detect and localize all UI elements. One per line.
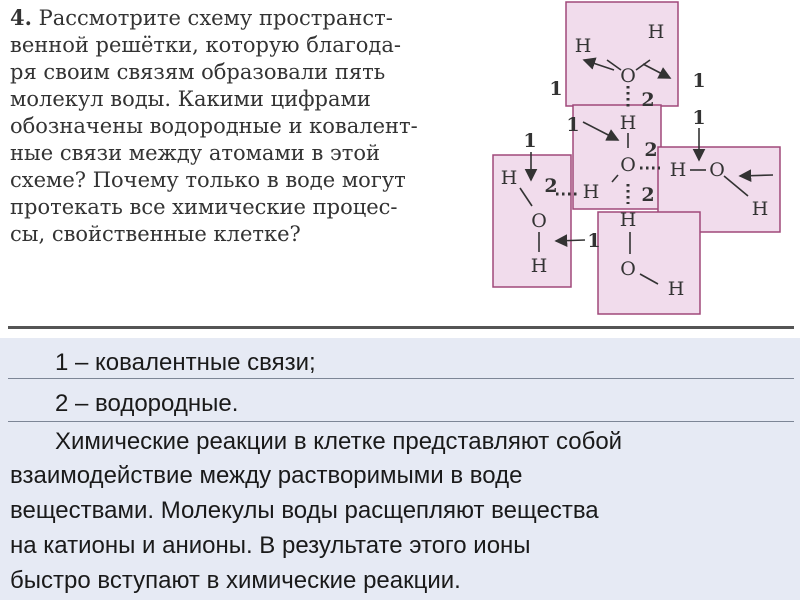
label-covalent: 1 — [523, 130, 537, 152]
atom-hydrogen: H — [530, 255, 548, 277]
separator-line — [8, 326, 794, 329]
atom-oxygen: O — [620, 258, 636, 280]
question-line: протекать все химические процес- — [10, 195, 398, 219]
answer-paragraph-line: взаимодействие между растворимыми в воде — [10, 462, 523, 489]
atom-hydrogen: H — [619, 209, 637, 231]
answer-block — [0, 338, 800, 600]
question-line: ря своим связям образовали пять — [10, 60, 386, 84]
atom-hydrogen: H — [582, 181, 600, 203]
answer-line-covalent: 1 – ковалентные связи; — [55, 349, 316, 376]
atom-oxygen: O — [620, 154, 636, 176]
question-line: схеме? Почему только в воде могут — [10, 168, 406, 192]
atom-oxygen: O — [620, 65, 636, 87]
question-line: обозначены водородные и ковалент- — [10, 114, 418, 138]
answer-paragraph-line: на катионы и анионы. В результате этого ионы — [10, 532, 531, 559]
label-covalent: 1 — [587, 230, 601, 252]
atom-hydrogen: H — [669, 159, 687, 181]
label-hydrogen-bond: 2 — [544, 175, 558, 197]
atom-hydrogen: H — [751, 198, 769, 220]
atom-oxygen: O — [531, 210, 547, 232]
atom-hydrogen: H — [667, 278, 685, 300]
answer-line-hydrogen: 2 – водородные. — [55, 390, 239, 417]
question-line: венной решётки, которую благода- — [10, 33, 401, 57]
atom-hydrogen: H — [647, 21, 665, 43]
label-hydrogen-bond: 2 — [641, 184, 655, 206]
atom-oxygen: O — [709, 159, 725, 181]
question-line-text: Рассмотрите схему пространст- — [38, 6, 393, 30]
label-hydrogen-bond: 2 — [644, 139, 658, 161]
atom-hydrogen: H — [500, 167, 518, 189]
answer-paragraph-line: веществами. Молекулы воды расщепляют вещества — [10, 497, 599, 524]
atom-hydrogen: H — [574, 35, 592, 57]
answer-paragraph-line: быстро вступают в химические реакции. — [10, 567, 461, 594]
label-hydrogen-bond: 2 — [641, 89, 655, 111]
label-covalent: 1 — [566, 114, 580, 136]
label-covalent: 1 — [692, 107, 706, 129]
question-number: 4. — [10, 5, 32, 30]
question-line: ные связи между атомами в этой — [10, 141, 380, 165]
question-line: молекул воды. Какими цифрами — [10, 87, 371, 111]
label-covalent: 1 — [692, 70, 706, 92]
answer-underline — [8, 421, 794, 422]
molecule-box-bottom — [598, 212, 700, 314]
answer-paragraph-line: Химические реакции в клетке представляют собой — [55, 428, 623, 455]
label-covalent: 1 — [549, 78, 563, 100]
answer-underline — [8, 378, 794, 379]
atom-hydrogen: H — [619, 112, 637, 134]
question-line: сы, свойственные клетке? — [10, 222, 301, 246]
